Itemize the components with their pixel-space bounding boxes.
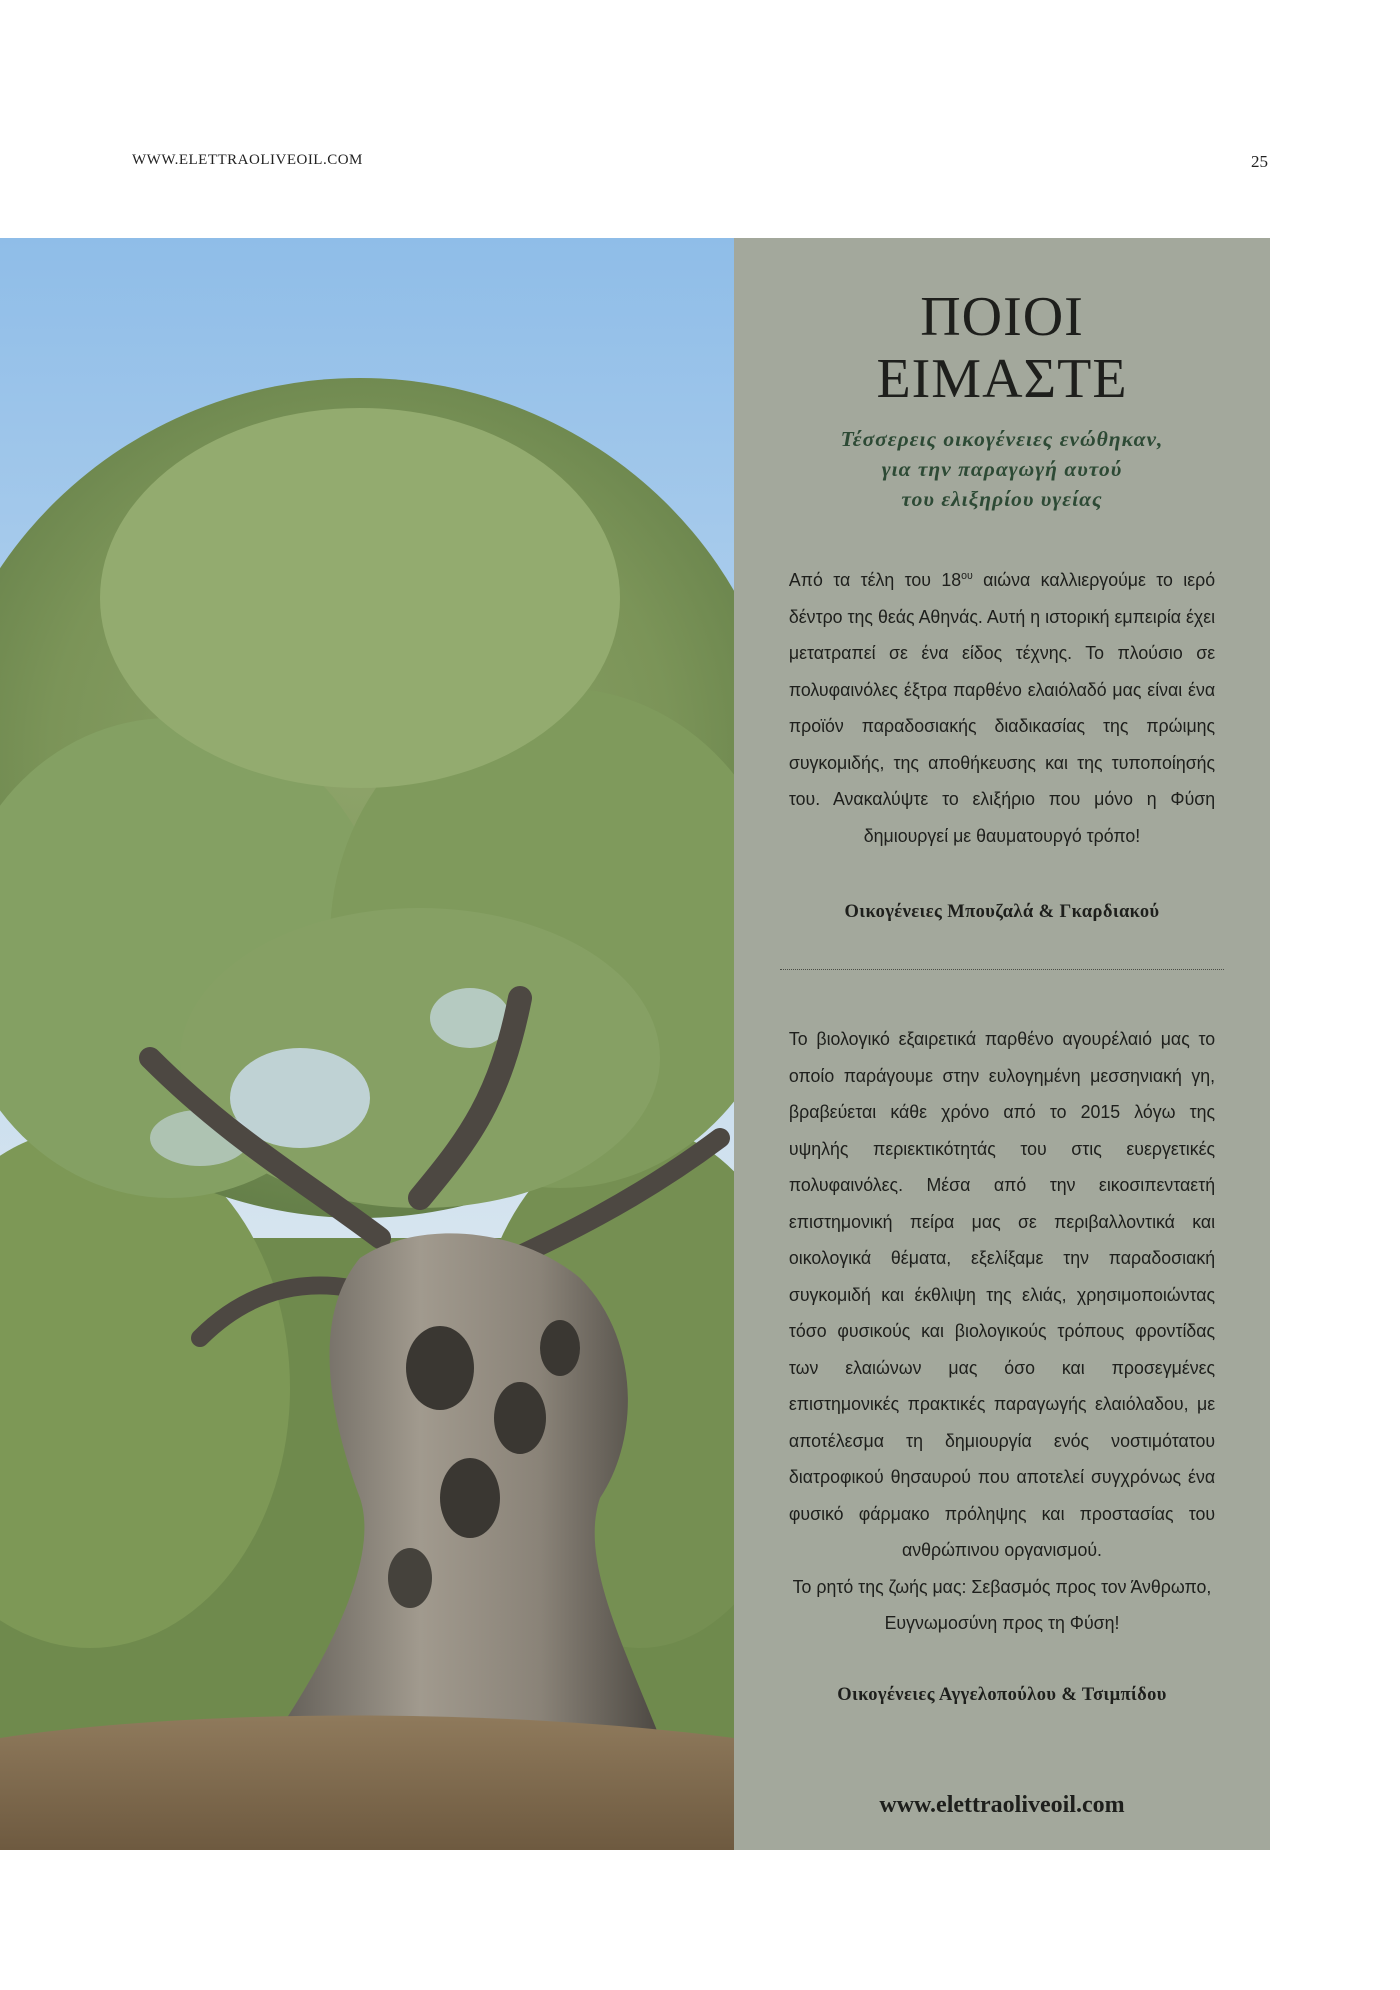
header-site-url: WWW.ELETTRAOLIVEOIL.COM [132, 152, 363, 168]
subtitle-line: Τέσσερεις οικογένειες ενώθηκαν, [840, 427, 1164, 451]
page-header [132, 152, 1268, 176]
about-panel [734, 238, 1270, 1850]
signature-second-families: Οικογένειες Αγγελοπούλου & Τσιμπίδου [837, 1685, 1167, 1705]
dotted-divider [780, 969, 1224, 970]
intro-text-start: Από τα τέλη του 18 [788, 569, 962, 591]
page-title [734, 286, 1270, 410]
title-line: ΠΟΙΟΙ [920, 286, 1084, 348]
subtitle [774, 424, 1230, 514]
footer-website-link[interactable]: www.elettraoliveoil.com [879, 1792, 1125, 1818]
olive-tree-photo [0, 238, 734, 1850]
organic-text: Το βιολογικό εξαιρετικά παρθένο αγουρέλαιό μας το οποίο παράγουμε στην ευλογημένη μεσσηνιακή γη, βραβεύεται κάθε χρόνο από το 2015 λόγω της υψηλής περιεκτικότητάς του στις ευεργετικές πολυφαινόλες. Μέσα από την εικοσιπενταετή επιστημονική πείρα μας σε περιβαλλοντικά και οικολογικά θέματα, εξελίξαμε την παραδοσιακή συγκομιδή και έκθλιψη της ελιάς, χρησιμοποιώντας τόσο φυσικούς και βιολογικούς τρόπους φροντίδας των ελαιώνων μας όσο και προσεγμένες επιστημονικές πρακτικές παραγωγής ελαιόλαδου, με αποτέλεσμα τη δημιουργία ενός νοστιμότατου διατροφικού θησαυρού που αποτελεί συγχρόνως ένα φυσικό φάρμακο πρόληψης και προστασίας του ανθρώπινου οργανισμού. [788, 1028, 1216, 1560]
title-line: ΕΙΜΑΣΤΕ [876, 348, 1128, 410]
intro-superscript: ου [961, 570, 973, 582]
motto-line: Ευγνωμοσύνη προς τη Φύση! [884, 1612, 1120, 1633]
subtitle-line: του ελιξηρίου υγείας [901, 487, 1103, 511]
signature-first-families: Οικογένειες Μπουζαλά & Γκαρδιακού [844, 902, 1160, 922]
intro-paragraph [789, 558, 1215, 854]
page-number: 25 [1251, 152, 1268, 171]
motto-line: Το ρητό της ζωής μας: Σεβασμός προς τον Άνθρωπο, [792, 1575, 1212, 1597]
subtitle-line: για την παραγωγή αυτού [881, 457, 1123, 481]
intro-text-rest: αιώνα καλλιεργούμε το ιερό δέντρο της θεάς Αθηνάς. Αυτή η ιστορική εμπειρία έχει μετατραπεί σε ένα είδος τέχνης. Το πλούσιο σε πολυφαινόλες έξτρα παρθένο ελαιόλαδό μας είναι ένα προϊόν παραδοσιακής διαδικασίας της πρώιμης συγκομιδής, της αποθήκευσης και της τυποποίησής του. Ανακαλύψτε το ελιξήριο που μόνο η Φύση δημιουργεί με θαυματουργό τρόπο! [788, 569, 1216, 846]
organic-paragraph [789, 1021, 1215, 1642]
